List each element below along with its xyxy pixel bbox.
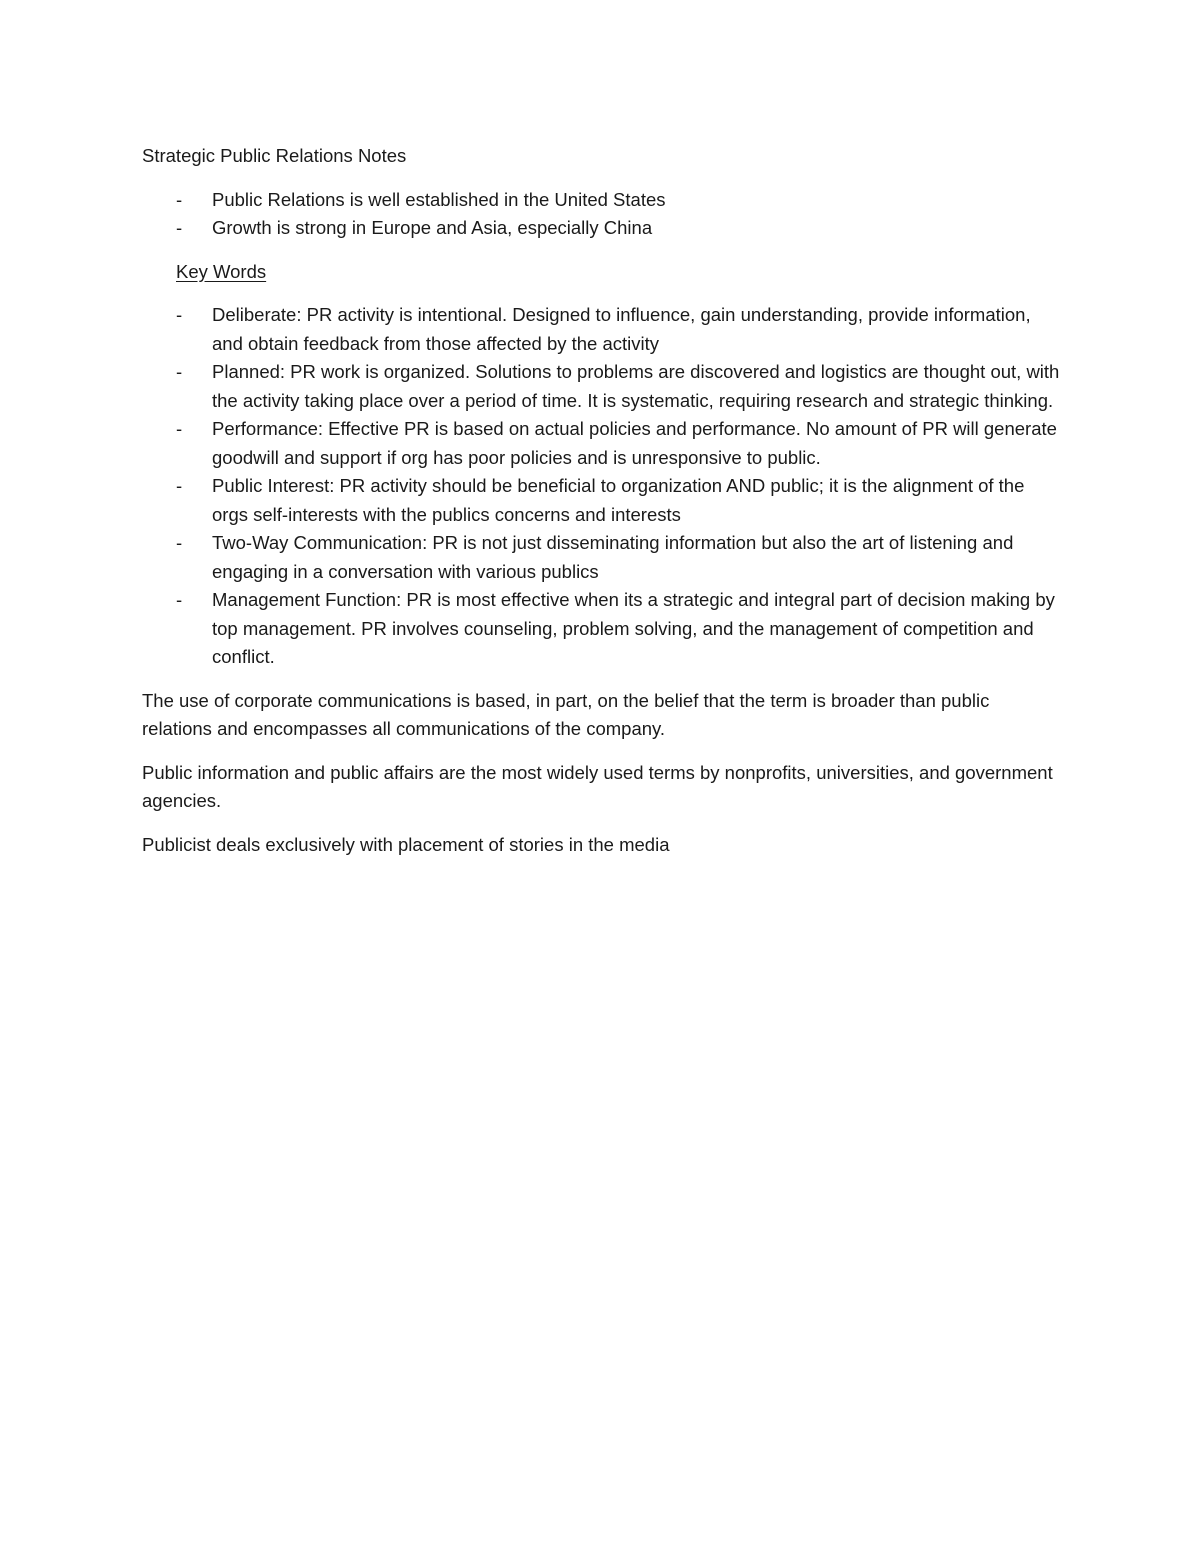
paragraph-publicist: Publicist deals exclusively with placement of stories in the media (142, 833, 670, 855)
intro-list (142, 186, 1062, 243)
list-item-text: Public Interest: PR activity should be beneficial to organization AND public; it is the alignment of the orgs self-interests with the publics concerns and interests (212, 475, 1025, 525)
list-item-text: Deliberate: PR activity is intentional. Designed to influence, gain understanding, provide information, and obtain feedback from those affected by the activity (212, 304, 1031, 354)
list-item-text: Growth is strong in Europe and Asia, especially China (212, 217, 653, 238)
bullet-dash: - (176, 532, 183, 553)
key-words-heading (142, 258, 1062, 287)
list-item (142, 301, 1062, 358)
list-item (142, 415, 1062, 472)
list-item (142, 214, 1062, 243)
paragraph-corporate-communications: The use of corporate communications is based, in part, on the belief that the term is broader than public relations and encompasses all communications of the company. (142, 689, 990, 739)
list-item-text: Two-Way Communication: PR is not just disseminating information but also the art of listening and engaging in a conversation with various publics (212, 532, 1014, 582)
bullet-dash: - (176, 475, 183, 496)
list-item-text: Performance: Effective PR is based on actual policies and performance. No amount of PR will generate goodwill and support if org has poor policies and is unresponsive to public. (212, 418, 1057, 468)
bullet-dash: - (176, 217, 183, 238)
list-item-text: Planned: PR work is organized. Solutions to problems are discovered and logistics are thought out, with the activity taking place over a period of time. It is systematic, requiring research and strategic thinking. (212, 361, 1060, 411)
bullet-dash: - (176, 188, 183, 210)
bullet-dash: - (176, 361, 183, 382)
bullet-dash: - (176, 418, 183, 439)
paragraph-public-information: Public information and public affairs are the most widely used terms by nonprofits, universities, and government agencies. (142, 761, 1053, 811)
bullet-dash: - (176, 304, 183, 325)
list-item (142, 586, 1062, 672)
list-item (142, 472, 1062, 529)
list-item (142, 529, 1062, 586)
list-item-text: Management Function: PR is most effective when its a strategic and integral part of decision making by top management. PR involves counseling, problem solving, and the management of competition and conflict. (212, 589, 1055, 667)
list-item-text: Public Relations is well established in the United States (212, 188, 666, 210)
key-words-list (142, 301, 1062, 672)
document-body (142, 142, 1062, 874)
list-item (142, 358, 1062, 415)
document-title: Strategic Public Relations Notes (142, 145, 407, 166)
key-words-heading-text: Key Words (176, 260, 267, 282)
bullet-dash: - (176, 589, 183, 610)
list-item (142, 186, 1062, 215)
